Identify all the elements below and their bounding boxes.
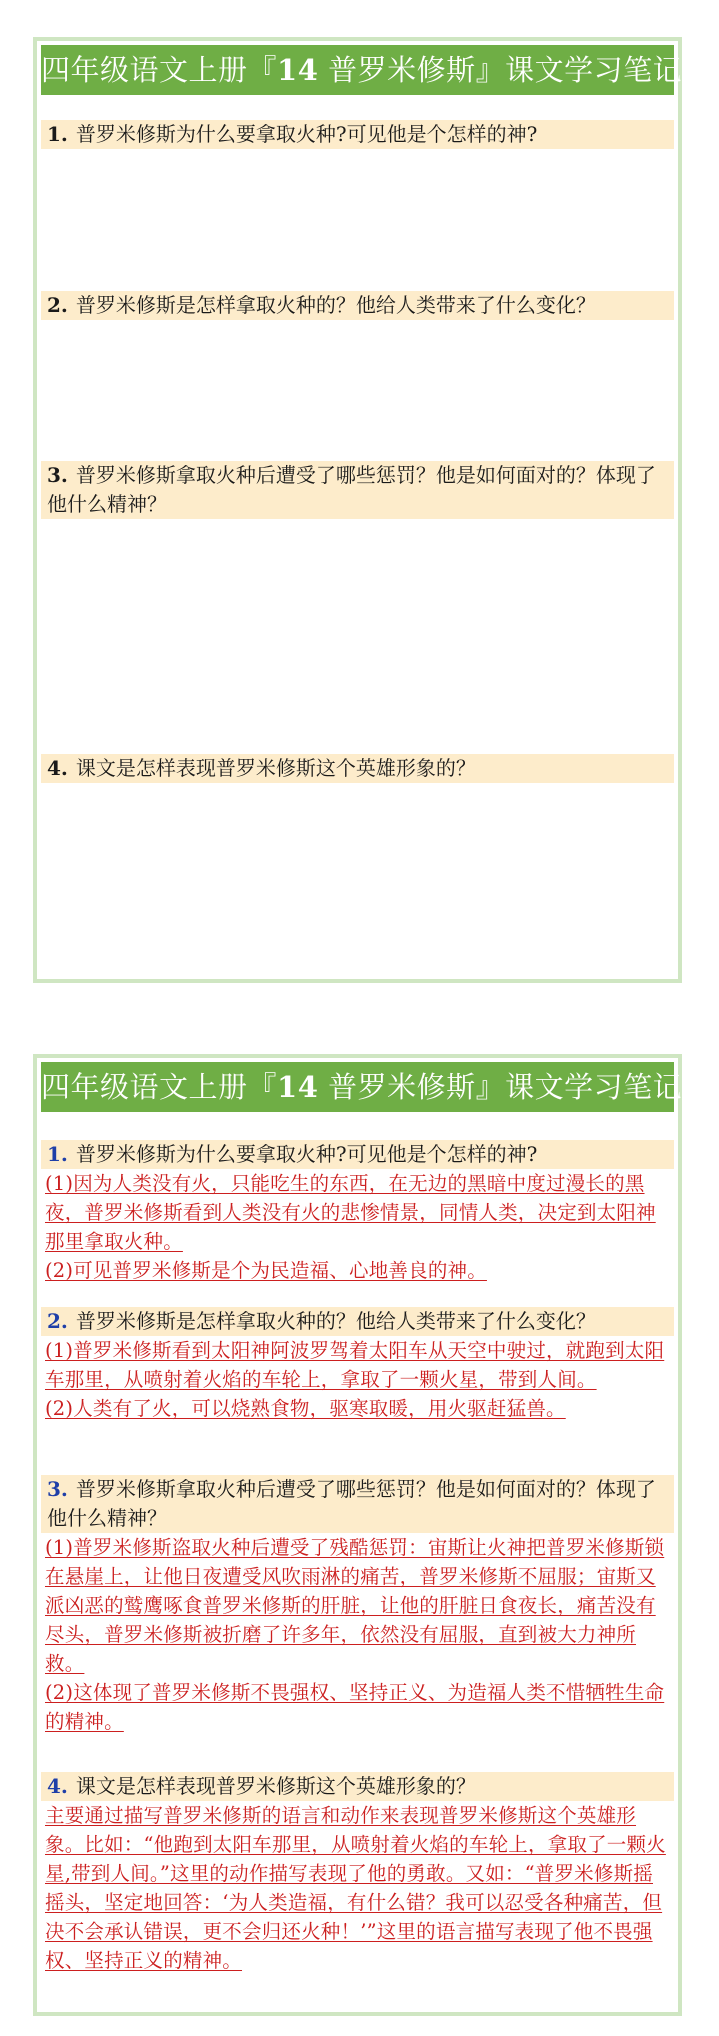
question-block-3 [41, 1475, 674, 1736]
worksheet-title [41, 1062, 683, 1112]
answer-paragraph: (2)可见普罗米修斯是个为民造福、心地善良的神。 [45, 1259, 487, 1282]
question-text: 普罗米修斯拿取火种后遭受了哪些惩罚？他是如何面对的？体现了他什么精神？ [47, 1477, 656, 1530]
title-suffix: 普罗米修斯』课文学习笔记 [318, 53, 683, 87]
question-text: 普罗米修斯为什么要拿取火种?可见他是个怎样的神? [75, 122, 538, 146]
question-number: 4. [47, 1774, 68, 1798]
question-1 [41, 1140, 674, 1169]
question-block-2 [41, 291, 674, 320]
question-number: 1. [47, 1142, 68, 1166]
question-number: 3. [47, 463, 68, 487]
question-number: 2. [47, 293, 68, 317]
question-3 [41, 461, 674, 519]
answer-2 [41, 1336, 674, 1423]
question-text: 普罗米修斯拿取火种后遭受了哪些惩罚？他是如何面对的？体现了他什么精神？ [47, 463, 656, 516]
worksheet-answered [33, 1054, 682, 2016]
answer-4 [41, 1801, 674, 1975]
question-text: 普罗米修斯为什么要拿取火种?可见他是个怎样的神? [75, 1142, 538, 1166]
answer-paragraph: (1)因为人类没有火，只能吃生的东西，在无边的黑暗中度过漫长的黑夜，普罗米修斯看到人类没有火的悲惨情景，同情人类，决定到太阳神那里拿取火种。 [45, 1172, 656, 1253]
question-number: 3. [47, 1477, 68, 1501]
question-2 [41, 291, 674, 320]
question-number: 1. [47, 122, 68, 146]
question-1 [41, 120, 674, 149]
answer-paragraph: (1)普罗米修斯看到太阳神阿波罗驾着太阳车从天空中驶过，就跑到太阳车那里，从喷射着火焰的车轮上，拿取了一颗火星，带到人间。 [45, 1339, 665, 1391]
question-block-2 [41, 1307, 674, 1423]
question-block-3 [41, 461, 674, 519]
question-text: 课文是怎样表现普罗米修斯这个英雄形象的？ [75, 1774, 476, 1798]
answer-paragraph: 主要通过描写普罗米修斯的语言和动作来表现普罗米修斯这个英雄形象。比如：“他跑到太阳车那里，从喷射着火焰的车轮上，拿取了一颗火星,带到人间。”这里的动作描写表现了他的勇敢。又如：“普罗米修斯摇摇头，坚定地回答：‘为人类造福，有什么错？我可以忍受各种痛苦，但决不会承认错误，更不会归还火种！’”这里的语言描写表现了他不畏强权、坚持正义的精神。 [45, 1804, 666, 1972]
title-lesson-number: 14 [277, 1070, 319, 1104]
title-lesson-number: 14 [277, 53, 319, 87]
question-4 [41, 1772, 674, 1801]
answer-paragraph: (2)这体现了普罗米修斯不畏强权、坚持正义、为造福人类不惜牺牲生命的精神。 [45, 1681, 665, 1733]
question-text: 普罗米修斯是怎样拿取火种的？他给人类带来了什么变化？ [75, 293, 596, 317]
question-4 [41, 754, 674, 783]
answer-paragraph: (1)普罗米修斯盗取火种后遭受了残酷惩罚：宙斯让火神把普罗米修斯锁在悬崖上，让他日夜遭受风吹雨淋的痛苦，普罗米修斯不屈服；宙斯又派凶恶的鹫鹰啄食普罗米修斯的肝脏，让他的肝脏日食夜长，痛苦没有尽头，普罗米修斯被折磨了许多年，依然没有屈服，直到被大力神所救。 [45, 1536, 665, 1675]
answer-paragraph: (2)人类有了火，可以烧熟食物，驱寒取暖，用火驱赶猛兽。 [45, 1397, 566, 1420]
question-number: 4. [47, 756, 68, 780]
worksheet-blank [33, 37, 682, 983]
question-text: 普罗米修斯是怎样拿取火种的？他给人类带来了什么变化？ [75, 1309, 596, 1333]
title-suffix: 普罗米修斯』课文学习笔记 [318, 1070, 683, 1104]
worksheet-title [41, 45, 683, 95]
question-block-1 [41, 120, 674, 149]
question-3 [41, 1475, 674, 1533]
answer-1 [41, 1169, 674, 1285]
answer-3 [41, 1533, 674, 1736]
title-prefix: 四年级语文上册『 [41, 1070, 278, 1104]
question-block-1 [41, 1140, 674, 1285]
question-block-4 [41, 754, 674, 783]
title-prefix: 四年级语文上册『 [41, 53, 278, 87]
question-number: 2. [47, 1309, 68, 1333]
question-text: 课文是怎样表现普罗米修斯这个英雄形象的？ [75, 756, 476, 780]
question-block-4 [41, 1772, 674, 1975]
question-2 [41, 1307, 674, 1336]
